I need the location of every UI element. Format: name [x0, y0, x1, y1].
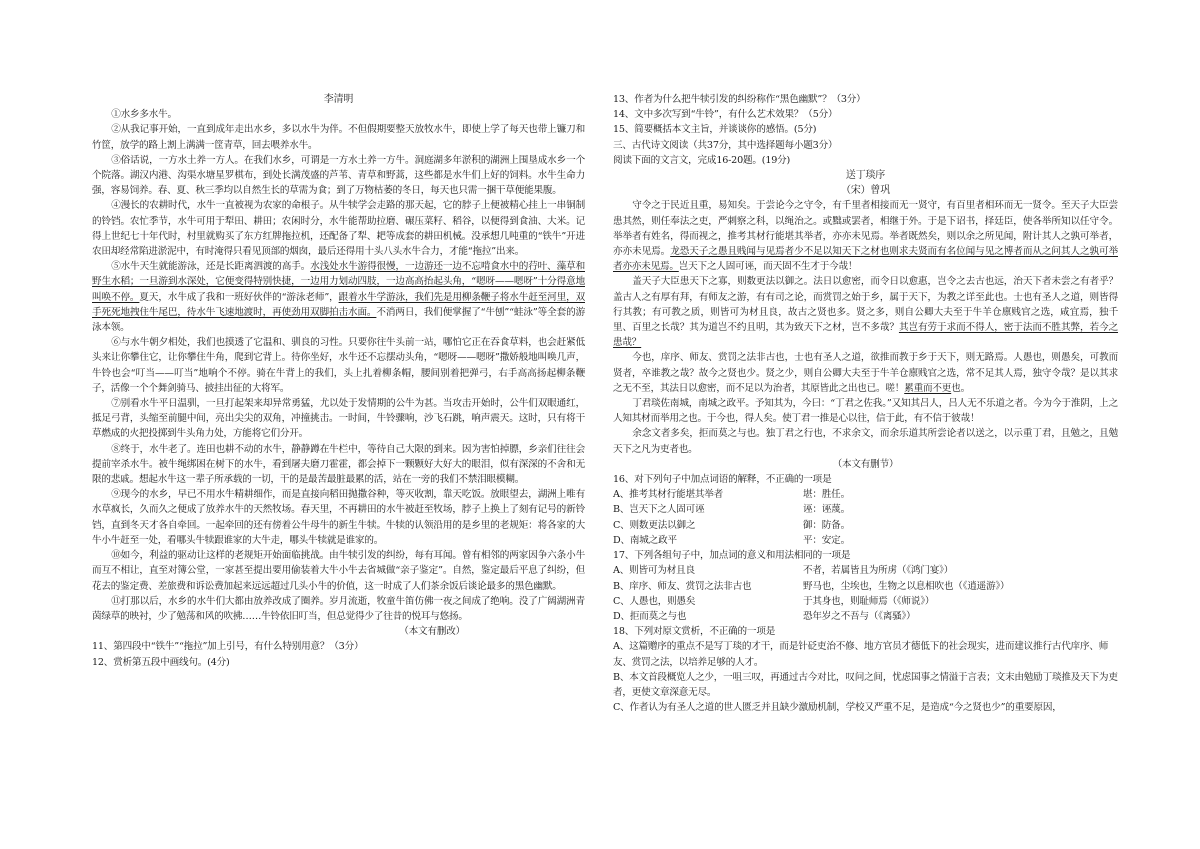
paragraph: ⑦别看水牛平日温驯，一旦打起架来却异常勇猛，尤以处于发情期的公牛为甚。当攻击开始时，公牛们双眼通红，抵足弓背，头缩至前腿中间，亮出尖尖的双角，冲撞挑击。一时间，牛铃骤响，沙飞石跳，响声震天。这时，只有将干草燃成的火把投掷到牛头角力处，方能将它们分开。 — [92, 398, 585, 440]
question-15: 15、简要概括本文主旨，并谈谈你的感悟。(5分) — [613, 124, 817, 136]
left-column — [92, 92, 585, 670]
paragraph: ③俗话说，一方水土养一方人。在我们水乡，可谓是一方水土养一方牛。洞庭湖多年淤积的湖洲上围垦成水乡一个个院落。湖汉内港、沟渠水塘星罗棋布，到处长满茂盛的芦苇、青草和野蒿，这些都是水牛们上好的饲料。水牛生命力强，容易饲养。春、夏、秋三季均以自然生长的草需为食；到了万物枯萎的冬日，每天也只需一捆干草便能果腹。 — [92, 154, 585, 197]
option-row — [613, 502, 1118, 517]
option-row — [613, 579, 1118, 594]
option-gloss: 堪：胜任。 — [803, 489, 850, 501]
classical-paragraph-1 — [613, 198, 1118, 274]
paragraph: ①水乡多水牛。 — [111, 109, 177, 121]
option-compare: 野马也，尘埃也，生物之以息相吹也（《逍遥游》） — [803, 580, 1010, 592]
section-heading: 三、古代诗文阅读（共37分，其中选择题每小题3分） — [613, 139, 838, 151]
question-17: 17、下列各组句子中，加点词的意义和用法相同的一项是 — [613, 550, 851, 562]
option-sentence: B、庠序、师友、赏罚之法非古也 — [613, 580, 752, 592]
text: 岂天下之人固可诬，而天固不生才于今哉！ — [678, 261, 858, 273]
option-gloss: 平：安定。 — [803, 534, 850, 546]
text: 也。 — [951, 382, 970, 394]
classical-paragraph-2 — [613, 274, 1118, 350]
classical-author: （宋）曾巩 — [841, 185, 890, 197]
paragraph: ⑨现今的水乡，早已不用水牛精耕细作，而是直接向稻田抛撒谷种，等灭收割，靠天吃饭。放眼望去，湖洲上唯有水草疯长，久而久之便成了放养水牛的天然牧场。春天里，不再耕田的水牛被赶至牧场，脖子上换上了刻有记号的新铃铛，直到冬天才各自牵回。一起牵回的还有傍着公牛母牛的新生牛犊。牛犊的认领沿用的是乡里的老规矩：将各家的大牛小牛赶至一处，看哪头牛犊跟谁家的大牛走，哪头牛犊就是谁家的。 — [92, 489, 585, 546]
option-row — [613, 563, 1118, 578]
option-gloss: 诬：诬蔑。 — [803, 504, 850, 516]
option-text: B、本文首段概览人之少，一咀三叹，再通过古今对比，叹问之间，忧虑国事之情溢于言表；文末由勉励丁琰推及天下为吏者，更使文章深意无尽。 — [613, 671, 1118, 698]
text: 不消两日，我们便掌握了“牛刨”“蛙泳”等全套的游泳本领。 — [92, 306, 585, 334]
option-sentence: B、岂天下之人固可诬 — [613, 504, 705, 516]
text: 今也，庠序、师友、赏罚之法非古也，士也有圣人之道，欲推而教于乡于天下，则无路焉。人愚也，则愚矣，可教而贤者，卒谁教之哉？故今之贤也少。贤之少，则自公卿大夫至于牛羊仓廪贱官之选，常不足其人焉，独守令哉？是以其求之无不至，其法日以愈密，而不足以为治者，其原皆此之出也已。嗟！ — [613, 352, 1118, 394]
option-compare: 恐年岁之不吾与（《离骚》） — [803, 610, 916, 622]
option-sentence: A、则皆可为材且良 — [613, 565, 695, 577]
classical-paragraph-5: 余念文者多矣，拒而莫之与也。独丁君之行也，不求余文，而余乐道其所尝论者以送之，以示重丁君，且勉之，且勉天下之凡为吏者也。 — [613, 428, 1118, 455]
paragraph: ⑪打那以后，水乡的水牛们大都由放养改成了圈养。岁月流逝，牧童牛笛仿佛一夜之间成了绝响。没了广阔湖洲青茵绿草的映衬，少了勉荡和风的吹拂……牛铃依旧叮当，但总觉得少了往昔的悦耳与悠扬。 — [92, 595, 585, 622]
option-row — [613, 518, 1118, 533]
paragraph: ⑧终于，水牛老了。连田也耕不动的水牛，静静蹲在牛栏中，等待自己大限的到来。因为害怕掉膘，乡亲们往往会提前宰杀水牛。被牛绳绑困在树下的水牛，看到屠夫磨刀霍霍，都会掉下一颗颗好大好大的眼泪，似有深深的不舍和无限的悲戚。想起水牛这一辈子所承载的一切，干的是最苦最脏最累的活，站在一旁的我们不禁泪眼模糊。 — [92, 443, 585, 486]
option-compare: 不者，若属皆且为所虏（《鸿门宴》） — [803, 565, 954, 577]
edit-note: （本文有删改） — [399, 626, 465, 638]
underlined-sentence-1: 水浅处水牛游得很慢，一边游还一边不忘啃食水中的荇叶、藻草和野生水稻；一旦游到水深处，它便变得特别快捷，一边用力划动四肢，一边高高抬起头角，“嗯呀——嗯呀”十分得意地叫唤不停。 — [92, 261, 585, 303]
paragraph-5 — [92, 259, 585, 335]
question-16: 16、对下列句子中加点词语的解释，不正确的一项是 — [613, 474, 832, 486]
article-author: 李清明 — [323, 94, 354, 105]
option-sentence: A、推考其材行能堪其举者 — [613, 489, 724, 501]
text: ⑤水牛天生就能游泳，还是长距离泗渡的高手。 — [111, 261, 311, 273]
option-sentence: C、则数更法以御之 — [613, 519, 696, 531]
classical-paragraph-4: 丁君琰佐南城，南城之政平。予知其为，今曰：“丁君之佐我。”又知其吕人，吕人无不乐道之者。今为今于淮阴，上之人知其材而举用之也。于今也，得人矣。使丁君一推是心以往，信于此，有不信于彼哉！ — [613, 398, 1118, 425]
option-row — [613, 594, 1118, 609]
underlined-sentence: 其岂有劳于求而不得人，密于法而不胜其弊，若今之患哉？ — [613, 322, 1119, 349]
classical-title: 送丁琰序 — [845, 170, 886, 182]
option-text: A、这篇赠序的重点不是写丁琰的才干，而是针砭吏治不修、地方官员才德低下的社会现实，进而建议推行古代庠序、师友、赏罚之法，以培养足够的人才。 — [613, 641, 1109, 668]
text: 盖天子大臣患天下之寡，则数更法以御之。法日以愈密，而令日以愈惠，岂令之去古也远，治天下者未尝之有者乎？盖古人之有厚有拜，有师友之游，有有司之论，而赏罚之始于乡，属于天下，为教之详至此也。士也有圣人之道，则皆得行其教；有可教之质，则皆可为材且良，故古之贤也多。贤之多，则自公卿大夫至于牛羊仓廪贱官之选，咸宜焉，独千里、百里之长哉？其为道岂不约且明，其为致天下之材，岂不多哉？ — [613, 276, 1118, 334]
question-13: 13、作者为什么把牛犊引发的纠纷称作“黑色幽默”？（3分） — [613, 94, 866, 105]
option-sentence: D、拒而莫之与也 — [613, 610, 687, 622]
question-12: 12、赏析第五段中画线句。(4分) — [92, 656, 230, 668]
paragraph: ④漫长的农耕时代，水牛一直被视为农家的命根子。从牛犊学会走路的那天起，它的脖子上便被精心挂上一串铜制的铃铛。农忙季节，水牛可用于犁田、耕田；农闲时分，水牛能帮助拉磨、碾压菜籽、稻谷，以便得到食油、大米。记得上世纪七十年代时，村里就购买了东方红牌拖拉机，还配备了犁、耙等成套的耕田机械。没承想几吨重的“铁牛”开进农田却经常陷进淤泥中，有时淹得只看见顶部的烟囱，最后还得用十头八头水牛合力，才能“拖拉”出来。 — [92, 200, 585, 258]
question-18: 18、下列对原文赏析，不正确的一项是 — [613, 626, 776, 638]
paragraph: ⑩如今，利益的驱动让这样的老规矩开始面临挑战。由牛犊引发的纠纷，每有耳闻。曾有相邻的两家因争六条小牛而互不相让，直至对簿公堂，一家甚至提出要用偷装着大牛小牛去省城做“亲子鉴定”。自然，鉴定最后平息了纠纷，但花去的鉴定费、差旅费和诉讼费加起来远远超过几头小牛的价值，这一时成了人们茶余饭后谈论最多的黑色幽默。 — [92, 550, 585, 592]
edit-note: （本文有删节） — [832, 458, 899, 470]
option-row — [613, 533, 1118, 548]
option-gloss: 御：防备。 — [803, 519, 850, 531]
option-text: C、作者认为有圣人之道的世人匮乏并且缺少激励机制，学校又严重不足，是造成“今之贤也少”的重要原因， — [613, 702, 1062, 714]
classical-paragraph-3 — [613, 350, 1118, 396]
underlined-sentence-2: 跟着水牛学游泳，我们先是用柳条鞭子将水牛赶至河里，双手死死地拽住牛尾巴，待水牛飞速地渡时，再使劲用双脚拍击水面。 — [92, 291, 585, 318]
underlined-sentence: 龙恐天子之愚且贱闻与见焉者少不足以知天下之材也则求夫贤而有名位闻与见之博者而从之问其人之孰可举者亦亦未见焉。 — [613, 246, 1118, 273]
reading-instruction: 阅读下面的文言文，完成16-20题。(19分) — [613, 154, 791, 166]
option-sentence: D、南城之政平 — [613, 534, 677, 546]
article-body — [92, 107, 585, 624]
option-sentence: C、人愚也，则愚矣 — [613, 595, 696, 607]
paragraph: ⑥与水牛朝夕相处，我们也摸透了它温和、驯良的习性。只要你往牛头前一站，哪怕它正在吞食草料，也会赶紧低头来让你攀住它，让你攀住牛角，爬到它背上。待你坐好，水牛还不忘摆动头角，“嗯呀——嗯呀”撒娇般地叫唤几声，牛铃也会“叮当——叮当”地响个不停。骑在牛背上的我们，头上扎着柳条帽，腰间别着把弹弓，右手高高扬起柳条鞭子，活像一个个舞剑骑马、披挂出征的大将军。 — [92, 337, 585, 394]
right-column — [613, 92, 1118, 715]
option-row — [613, 487, 1118, 502]
option-row — [613, 609, 1118, 624]
underlined-phrase: 累重而不更 — [904, 382, 952, 394]
question-14: 14、文中多次写到“牛铃”，有什么艺术效果？（5分） — [613, 109, 838, 121]
text: 夏天，水牛成了我和一班好伙伴的“游泳老师”， — [139, 291, 339, 303]
question-11: 11、第四段中“铁牛”“拖拉”加上引号，有什么特别用意？（3分） — [92, 641, 364, 653]
text: 守令之于民近且重，易知矣。于尝论今之守令，有千里者相接而无一贤守，有百里者相环而无一贤令。至天子大臣尝患其然，则任奉法之吏，严刺察之科，以绳治之。或黜或罢者，相继于外。于是下诏书，择廷臣，使各举所知以任守令。举举者有姓名，得而视之，推考其材行能堪其举者，亦亦未见焉。举者既然矣，则以余之所见闻，附计其人之孰可举者，亦亦未见焉。 — [613, 200, 1118, 258]
paragraph: ②从我记事开始，一直到成年走出水乡，多以水牛为伴。不但假期要整天放牧水牛，即使上学了每天也带上镰刀和竹筐，放学的路上割上满满一筐青草，回去喂养水牛。 — [92, 124, 585, 151]
option-compare: 于其身也，则耻师焉（《师说》） — [803, 595, 935, 607]
